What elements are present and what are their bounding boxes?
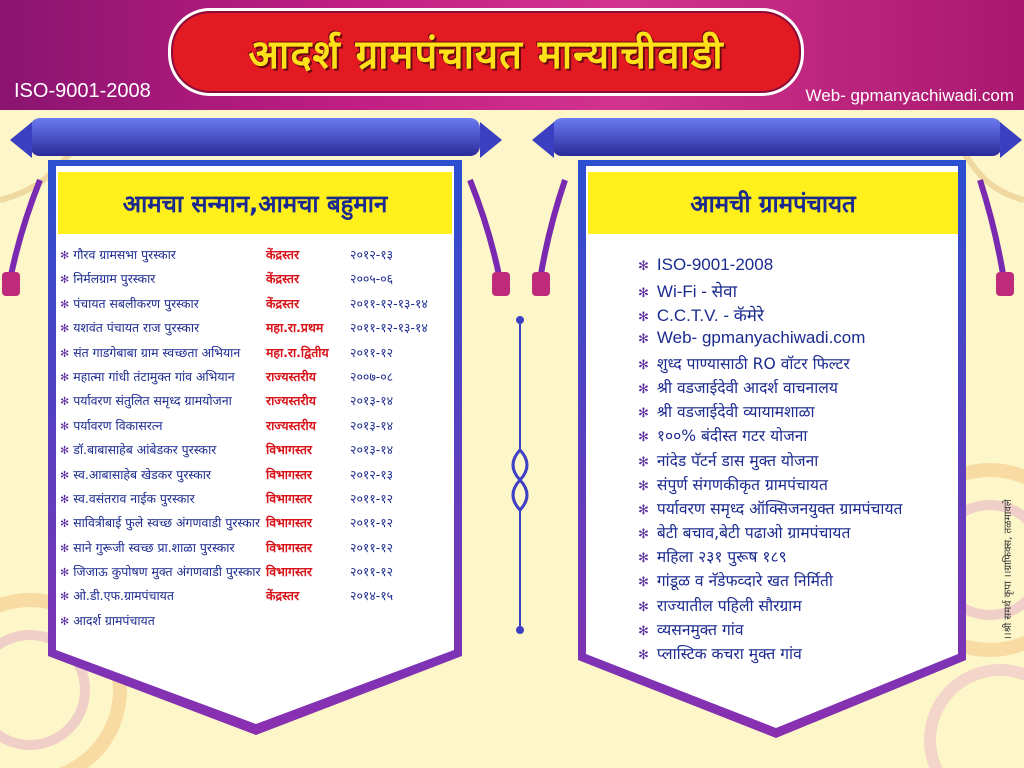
award-level: राज्यस्तरीय <box>266 417 316 433</box>
award-name: डॉ.बाबासाहेब आंबेडकर पुरस्कार <box>73 442 217 458</box>
bullet-icon: ✻ <box>60 273 70 287</box>
award-level: विभागस्तर <box>266 490 312 506</box>
award-row <box>60 292 460 316</box>
award-row <box>60 341 460 365</box>
award-level: महा.रा.द्वितीय <box>266 344 329 360</box>
feature-text: महिला २३१ पुरूष १८९ <box>656 548 787 567</box>
feature-text: व्यसनमुक्त गांव <box>656 620 744 639</box>
bullet-icon: ✻ <box>638 406 649 422</box>
bullet-icon: ✻ <box>638 330 649 346</box>
award-name: पर्यावरण विकासरत्न <box>73 417 163 433</box>
award-row <box>60 438 460 462</box>
award-row <box>60 365 460 389</box>
feature-item <box>638 642 958 666</box>
awards-list <box>60 243 460 633</box>
design-credit: ।।श्री समर्थ कृपा ।।ग्राफिक्स, तळमावले <box>1003 499 1014 640</box>
bullet-icon: ✻ <box>60 590 70 604</box>
bullet-icon: ✻ <box>60 297 70 311</box>
bullet-icon: ✻ <box>60 492 70 506</box>
bullet-icon: ✻ <box>638 478 649 494</box>
bullet-icon: ✻ <box>638 648 649 663</box>
award-name: ओ.डी.एफ.ग्रामपंचायत <box>73 588 174 604</box>
award-year: २०१३-१४ <box>350 442 394 458</box>
award-level: विभागस्तर <box>266 564 312 580</box>
award-level: केंद्रस्तर <box>266 271 300 287</box>
award-year: २०११-१२-१३-१४ <box>350 320 428 336</box>
feature-item <box>638 352 958 376</box>
feature-item <box>638 279 958 303</box>
feature-text: ISO-9001-2008 <box>656 255 774 274</box>
feature-item <box>638 449 958 473</box>
bullet-icon: ✻ <box>638 357 649 373</box>
feature-item <box>638 328 958 352</box>
award-year: २०११-१२ <box>350 564 394 580</box>
feature-text: Web- gpmanyachiwadi.com <box>656 327 866 347</box>
bullet-icon: ✻ <box>60 566 70 580</box>
award-row <box>60 463 460 487</box>
award-name: पंचायत सबलीकरण पुरस्कार <box>73 295 199 311</box>
award-year: २०११-१२ <box>350 539 394 555</box>
bullet-icon: ✻ <box>638 309 649 325</box>
award-year: २०१२-१३ <box>350 247 394 262</box>
award-name: आदर्श ग्रामपंचायत <box>73 612 155 628</box>
award-row <box>60 560 460 584</box>
bullet-icon: ✻ <box>638 381 649 397</box>
feature-item <box>638 473 958 497</box>
feature-text: श्री वडजाईदेवी व्यायामशाळा <box>656 403 815 422</box>
award-name: निर्मलग्राम पुरस्कार <box>73 271 156 287</box>
feature-item <box>638 255 958 279</box>
award-year: २०११-१२ <box>350 490 394 506</box>
right-panel-heading <box>588 172 958 234</box>
award-year: २०१२-१३ <box>350 466 394 482</box>
award-year: २००५-०६ <box>350 271 394 287</box>
features-list <box>638 255 958 666</box>
feature-text: राज्यातील पहिली सौरग्राम <box>656 596 802 615</box>
award-name: पर्यावरण संतुलित समृध्द ग्रामयोजना <box>73 393 232 409</box>
right-panel-heading-text: आमची ग्रामपंचायत <box>690 189 856 218</box>
bullet-icon: ✻ <box>638 258 649 273</box>
left-panel-heading <box>58 172 452 234</box>
award-name: संत गाडगेबाबा ग्राम स्वच्छता अभियान <box>73 344 241 360</box>
award-year: २०१३-१४ <box>350 393 394 409</box>
bullet-icon: ✻ <box>60 370 70 384</box>
feature-item <box>638 376 958 400</box>
award-row <box>60 267 460 291</box>
award-name: यशवंत पंचायत राज पुरस्कार <box>73 320 200 336</box>
award-level: विभागस्तर <box>266 442 312 458</box>
bullet-icon: ✻ <box>60 249 70 262</box>
award-year: २००७-०८ <box>350 368 394 384</box>
award-name: स्व.आबासाहेब खेडकर पुरस्कार <box>73 466 211 482</box>
feature-item <box>638 424 958 448</box>
feature-text: प्लास्टिक कचरा मुक्त गांव <box>656 645 802 663</box>
award-row <box>60 584 460 608</box>
bullet-icon: ✻ <box>60 468 70 482</box>
award-year: २०११-१२ <box>350 515 394 531</box>
bullet-icon: ✻ <box>60 419 70 433</box>
bullet-icon: ✻ <box>60 517 70 531</box>
award-row <box>60 511 460 535</box>
iso-label: ISO-9001-2008 <box>14 80 151 102</box>
page-title: आदर्श ग्रामपंचायत मान्याचीवाडी <box>248 31 724 78</box>
feature-text: Wi-Fi - सेवा <box>656 282 738 302</box>
feature-text: नांदेड पॅटर्न डास मुक्त योजना <box>656 451 819 470</box>
bullet-icon: ✻ <box>60 322 70 336</box>
website-label: Web- gpmanyachiwadi.com <box>805 86 1014 105</box>
left-panel-heading-text: आमचा सन्मान,आमचा बहुमान <box>122 189 388 218</box>
award-name: स्व.वसंतराव नाईक पुरस्कार <box>73 490 195 506</box>
award-level: केंद्रस्तर <box>266 295 300 311</box>
feature-text: C.C.T.V. - कॅमेरे <box>656 306 764 326</box>
award-row <box>60 536 460 560</box>
feature-text: बेटी बचाव,बेटी पढाओ ग्रामपंचायत <box>656 524 851 543</box>
feature-text: श्री वडजाईदेवी आदर्श वाचनालय <box>656 378 838 397</box>
bullet-icon: ✻ <box>60 346 70 360</box>
feature-item <box>638 594 958 618</box>
bullet-icon: ✻ <box>638 599 649 615</box>
feature-text: १००% बंदीस्त गटर योजना <box>656 427 808 446</box>
award-row <box>60 316 460 340</box>
award-row <box>60 487 460 511</box>
award-year: २०१४-१५ <box>350 588 394 604</box>
award-row <box>60 414 460 438</box>
award-level: राज्यस्तरीय <box>266 393 316 409</box>
bullet-icon: ✻ <box>638 454 649 470</box>
feature-text: शुध्द पाण्यासाठी RO वॉटर फिल्टर <box>656 354 850 373</box>
feature-item <box>638 618 958 642</box>
bullet-icon: ✻ <box>638 527 649 543</box>
bullet-icon: ✻ <box>638 502 649 518</box>
feature-item <box>638 303 958 327</box>
bullet-icon: ✻ <box>60 444 70 458</box>
feature-text: गांडूळ व नॅडेफव्दारे खत निर्मिती <box>656 572 833 591</box>
feature-item <box>638 569 958 593</box>
award-level: केंद्रस्तर <box>266 588 300 604</box>
award-level: राज्यस्तरीय <box>266 368 316 384</box>
award-level: विभागस्तर <box>266 539 312 555</box>
award-row <box>60 243 460 267</box>
award-name: साने गुरूजी स्वच्छ प्रा.शाळा पुरस्कार <box>73 539 235 555</box>
feature-item <box>638 497 958 521</box>
award-name: जिजाऊ कुपोषण मुक्त अंगणवाडी पुरस्कार <box>73 564 261 580</box>
bullet-icon: ✻ <box>638 575 649 591</box>
feature-text: पर्यावरण समृध्द ऑक्सिजनयुक्त ग्रामपंचायत <box>656 499 903 518</box>
bullet-icon: ✻ <box>60 541 70 555</box>
award-year: २०११-१२-१३-१४ <box>350 295 428 311</box>
title-plate <box>168 8 804 96</box>
award-year: २०११-१२ <box>350 344 394 360</box>
bullet-icon: ✻ <box>60 395 70 409</box>
award-name: सावित्रीबाई फुले स्वच्छ अंगणवाडी पुरस्कार <box>73 515 261 531</box>
award-year: २०१३-१४ <box>350 417 394 433</box>
feature-item <box>638 400 958 424</box>
award-row <box>60 389 460 413</box>
bullet-icon: ✻ <box>638 623 649 639</box>
bullet-icon: ✻ <box>638 551 649 567</box>
feature-item <box>638 545 958 569</box>
bullet-icon: ✻ <box>638 430 649 446</box>
award-name: गौरव ग्रामसभा पुरस्कार <box>73 247 176 262</box>
award-level: केंद्रस्तर <box>266 247 300 262</box>
award-level: विभागस्तर <box>266 466 312 482</box>
bullet-icon: ✻ <box>638 285 649 301</box>
bullet-icon: ✻ <box>60 614 70 628</box>
feature-text: संपुर्ण संगणकीकृत ग्रामपंचायत <box>656 475 828 494</box>
award-level: महा.रा.प्रथम <box>266 320 324 336</box>
feature-item <box>638 521 958 545</box>
award-name: महात्मा गांधी तंटामुक्त गांव अभियान <box>73 368 235 384</box>
award-level: विभागस्तर <box>266 515 312 531</box>
award-row <box>60 609 460 633</box>
